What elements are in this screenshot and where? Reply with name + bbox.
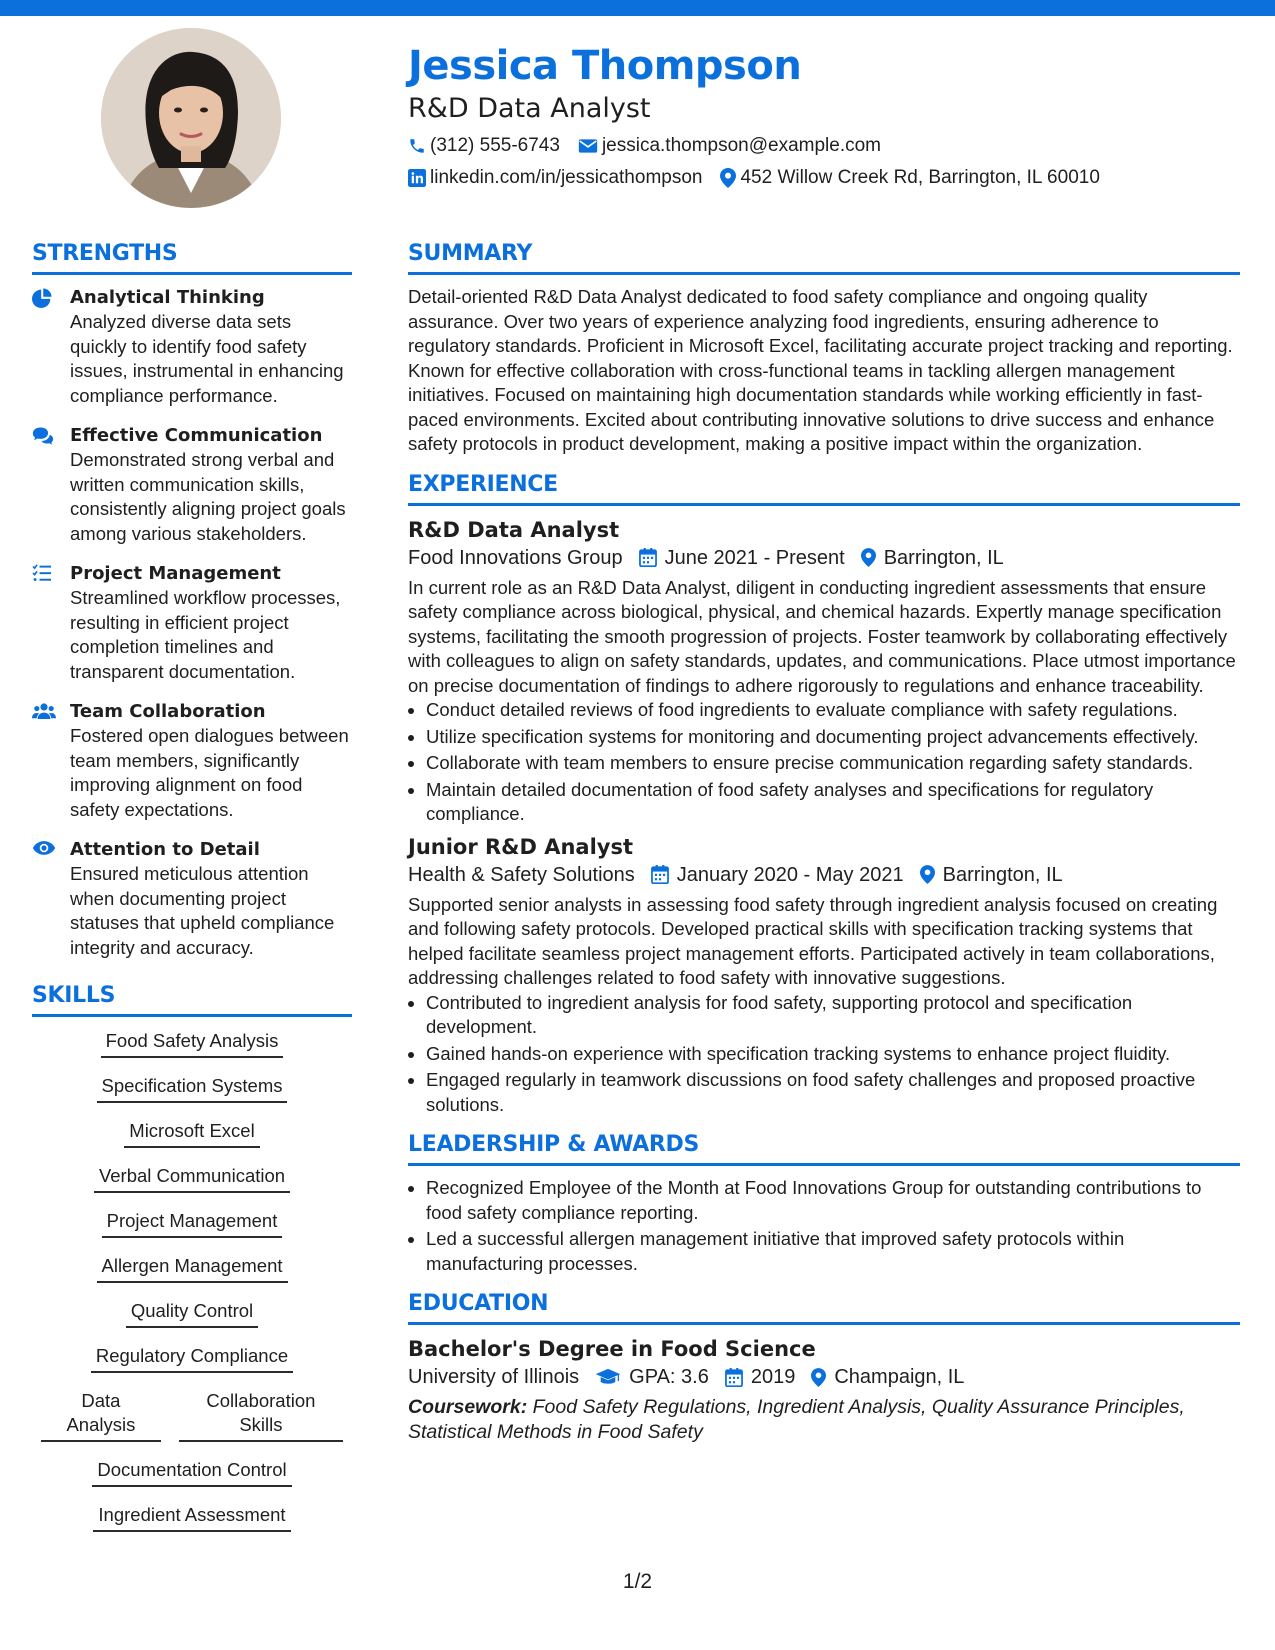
phone-item: [408, 134, 560, 158]
calendar-icon: [651, 865, 669, 884]
strength-desc: Ensured meticulous attention when documenting project statuses that upheld compliance integrity and accuracy.: [70, 863, 335, 958]
job-title: Junior R&D Analyst: [408, 834, 634, 859]
strength-item: [32, 285, 352, 408]
education-heading: EDUCATION: [408, 1290, 1240, 1325]
education-entry: [408, 1335, 1240, 1445]
job-bullet: • Maintain detailed documentation of food safety analyses and specifications for regulatory compliance.: [426, 778, 1240, 827]
job-bullets: [408, 698, 1240, 827]
strength-item: [32, 699, 352, 822]
award-item: • Recognized Employee of the Month at Food Innovations Group for outstanding contributions to food safety compliance reporting.: [426, 1176, 1240, 1225]
strength-title: Project Management: [70, 563, 281, 584]
resume-header: [408, 40, 1238, 190]
linkedin-icon: [408, 169, 426, 187]
calendar-icon: [725, 1368, 743, 1387]
skill-tag: Microsoft Excel: [124, 1117, 259, 1148]
chat-bubbles-icon: [32, 426, 54, 446]
team-icon: [32, 702, 56, 720]
job-description: In current role as an R&D Data Analyst, diligent in conducting ingredient assessments that ensure safety compliance across biological, physical, and chemical hazards. Expertly manage specification systems, facilitating the smooth progression of projects. Foster teamwork by collaborating effectively with colleagues to align on safety standards, updates, and communications. Place utmost importance on precise documentation of findings to adhere rigorously to regulations and enhance traceability.: [408, 576, 1236, 696]
candidate-role: R&D Data Analyst: [408, 93, 651, 124]
skills-heading: SKILLS: [32, 982, 352, 1017]
email-link[interactable]: jessica.thompson@example.com: [601, 135, 882, 156]
skill-tag: Documentation Control: [92, 1456, 291, 1487]
map-pin-icon: [920, 865, 935, 884]
job-bullet: • Utilize specification systems for monitoring and documenting project advancements effectively.: [426, 725, 1240, 750]
job-meta: [408, 861, 1240, 889]
phone-text[interactable]: (312) 555-6743: [430, 135, 560, 156]
profile-photo: [101, 28, 281, 208]
job-location: Barrington, IL: [883, 546, 1004, 569]
experience-heading: EXPERIENCE: [408, 471, 1240, 506]
job-location: Barrington, IL: [942, 863, 1063, 886]
leadership-list: [408, 1176, 1240, 1276]
education-meta: [408, 1363, 1240, 1391]
job-bullet: • Contributed to ingredient analysis for food safety, supporting protocol and specification development.: [426, 991, 1240, 1040]
email-item: [578, 134, 881, 158]
job-meta: [408, 544, 1240, 572]
strength-title: Analytical Thinking: [70, 287, 265, 308]
contact-row-1: [408, 134, 1238, 158]
contact-row-2: [408, 166, 1238, 190]
job-description: Supported senior analysts in assessing food safety through ingredient analysis focused on creating and following safety protocols. Developed practical skills with specification tracking systems that helped facilitate seamless project management efforts. Participated actively in team collaborations, addressing challenges related to food safety with innovative suggestions.: [408, 893, 1218, 988]
task-list-icon: [32, 564, 52, 582]
right-column: [408, 240, 1240, 1445]
strength-title: Effective Communication: [70, 425, 323, 446]
job-entry: [408, 516, 1240, 827]
strength-item: [32, 561, 352, 684]
phone-icon: [408, 137, 426, 155]
strength-desc: Analyzed diverse data sets quickly to identify food safety issues, instrumental in enhancing compliance performance.: [70, 311, 344, 406]
strength-item: [32, 837, 352, 960]
map-pin-icon: [811, 1368, 826, 1387]
skills-list: [32, 1027, 352, 1532]
job-bullet: • Collaborate with team members to ensure precise communication regarding safety standards.: [426, 751, 1240, 776]
degree-title: Bachelor's Degree in Food Science: [408, 1337, 816, 1361]
strength-desc: Fostered open dialogues between team members, significantly improving alignment on food safety expectations.: [70, 725, 349, 820]
leadership-heading: LEADERSHIP & AWARDS: [408, 1131, 1240, 1166]
address-text: 452 Willow Creek Rd, Barrington, IL 60010: [740, 167, 1100, 188]
top-accent-bar: [0, 0, 1275, 16]
skill-tag: Data Analysis: [41, 1387, 161, 1442]
linkedin-link[interactable]: linkedin.com/in/jessicathompson: [430, 167, 703, 188]
strength-title: Attention to Detail: [70, 839, 260, 860]
job-title: R&D Data Analyst: [408, 517, 620, 542]
strength-item: [32, 423, 352, 546]
job-dates: January 2020 - May 2021: [676, 863, 904, 886]
summary-heading: SUMMARY: [408, 240, 1240, 275]
skill-tag: Specification Systems: [97, 1072, 288, 1103]
job-company: Food Innovations Group: [408, 546, 623, 569]
school-name: University of Illinois: [408, 1366, 580, 1388]
map-pin-icon: [720, 168, 736, 188]
job-bullet: • Conduct detailed reviews of food ingredients to evaluate compliance with safety regulations.: [426, 698, 1240, 723]
school-location: Champaign, IL: [834, 1366, 965, 1388]
skill-tag: Ingredient Assessment: [93, 1501, 290, 1532]
candidate-name: Jessica Thompson: [408, 43, 802, 89]
left-column: [32, 240, 352, 1546]
award-item: • Led a successful allergen management initiative that improved safety protocols within manufacturing processes.: [426, 1227, 1240, 1276]
skill-tag: Quality Control: [126, 1297, 258, 1328]
skill-tag: Allergen Management: [97, 1252, 288, 1283]
coursework-label: Coursework:: [408, 1396, 528, 1418]
graduation-year: 2019: [750, 1366, 796, 1388]
skill-tag: Food Safety Analysis: [101, 1027, 284, 1058]
strength-desc: Streamlined workflow processes, resulting in efficient project completion timelines and transparent documentation.: [70, 587, 341, 682]
calendar-icon: [639, 548, 657, 567]
strength-desc: Demonstrated strong verbal and written communication skills, consistently aligning project goals among various stakeholders.: [70, 449, 346, 544]
envelope-icon: [578, 137, 598, 155]
map-pin-icon: [861, 548, 876, 567]
eye-icon: [32, 840, 56, 856]
job-bullet: • Gained hands-on experience with specification tracking systems to enhance project fluidity.: [426, 1042, 1240, 1067]
strengths-heading: STRENGTHS: [32, 240, 352, 275]
job-dates: June 2021 - Present: [664, 546, 845, 569]
pie-chart-icon: [32, 288, 52, 308]
job-entry: [408, 833, 1240, 1118]
coursework: [408, 1395, 1240, 1445]
coursework-text: Food Safety Regulations, Ingredient Analysis, Quality Assurance Principles, Statistical Methods in Food Safety: [408, 1396, 1185, 1443]
gpa-text: GPA: 3.6: [629, 1366, 709, 1388]
skill-tag: Verbal Communication: [94, 1162, 290, 1193]
skill-tag: Project Management: [102, 1207, 283, 1238]
job-bullet: • Engaged regularly in teamwork discussions on food safety challenges and proposed proactive solutions.: [426, 1068, 1240, 1117]
address-item: [720, 166, 1099, 190]
skill-tag: Collaboration Skills: [179, 1387, 343, 1442]
page-number: 1/2: [622, 1570, 653, 1593]
strength-title: Team Collaboration: [70, 701, 266, 722]
summary-text: Detail-oriented R&D Data Analyst dedicated to food safety compliance and ongoing quality assurance. Over two years of experience analyzing food ingredients, ensuring adherence to regulatory standards. Proficient in Microsoft Excel, facilitating accurate project tracking and reporting. Known for effective collaboration with cross-functional teams in tackling allergen management initiatives. Focused on maintaining high documentation standards while working efficiently in fast-paced environments. Excited about contributing innovative solutions to drive success and enhance safety protocols in product development, making a positive impact within the organization.: [408, 286, 1233, 454]
job-bullets: [408, 991, 1240, 1118]
graduation-cap-icon: [595, 1368, 621, 1386]
skill-tag: Regulatory Compliance: [91, 1342, 293, 1373]
linkedin-item: [408, 166, 702, 190]
job-company: Health & Safety Solutions: [408, 863, 635, 886]
